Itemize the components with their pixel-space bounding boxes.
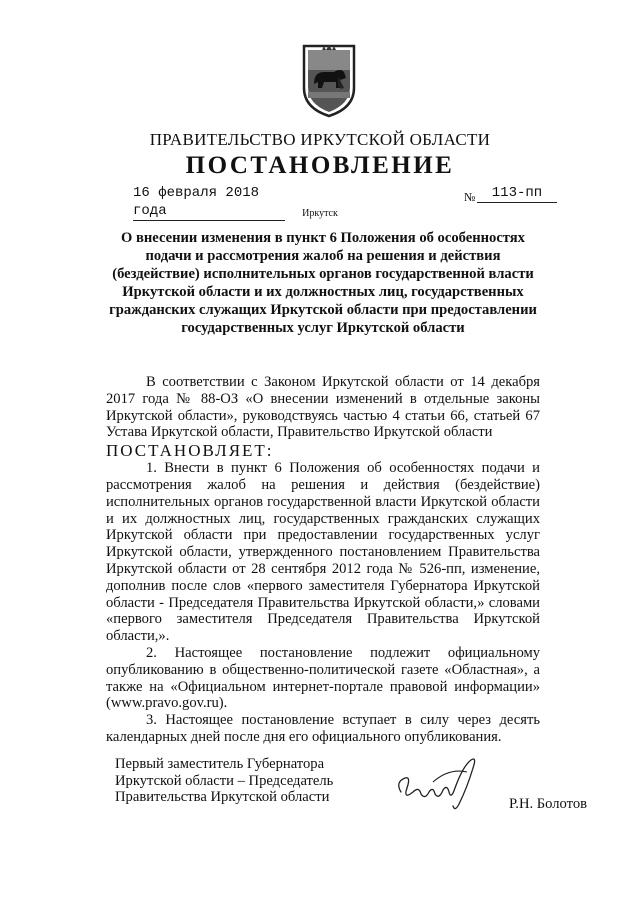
item-1-paragraph: 1. Внести в пункт 6 Положения об особенностях подачи и рассмотрения жалоб на решения и действия (бездействие) исполнительных органов государственной власти Иркутской области и их должностных лиц, государственных гражданских служащих Иркутской области при предоставлении государственных услуг Иркутской области, утвержденного постановлением Правительства Иркутской области от 28 сентября 2012 года № 526-пп, изменение, дополнив после слов «первого заместителя Губернатора Иркутской области - Председателя Правительства Иркутской области,» словами «первого заместителя Председателя Правительства Иркутской области,».: [106, 460, 540, 645]
number-sign: №: [464, 190, 476, 204]
decree-word: ПОСТАНОВЛЯЕТ:: [106, 441, 274, 461]
item-2-paragraph: 2. Настоящее постановление подлежит официальному опубликованию в общественно-политической газете «Областная», а также на «Официальном интернет-портале правовой информации» (www.pravo.gov.ru).: [106, 644, 540, 712]
position-line-3: Правительства Иркутской области: [115, 789, 330, 805]
handwritten-signature: [393, 748, 503, 818]
government-name: ПРАВИТЕЛЬСТВО ИРКУТСКОЙ ОБЛАСТИ: [149, 130, 491, 149]
city-name: Иркутск: [302, 208, 338, 219]
signatory-name: Р.Н. Болотов: [509, 796, 588, 812]
preamble-paragraph: В соответствии с Законом Иркутской области от 14 декабря 2017 года № 88-ОЗ «О внесении изменений в отдельные законы Иркутской области», руководствуясь частью 4 статьи 66, статьей 67 Устава Иркутской области, Правительство Иркутской области: [106, 374, 540, 441]
coat-of-arms-emblem: [300, 42, 358, 118]
item-3-paragraph: 3. Настоящее постановление вступает в силу через десять календарных дней после дня его официального опубликования.: [106, 712, 540, 745]
document-number: 113-пп: [477, 184, 557, 203]
document-body: [106, 374, 540, 746]
position-line-1: Первый заместитель Губернатора: [115, 756, 325, 772]
document-heading: О внесении изменения в пункт 6 Положения об особенностях подачи и рассмотрения жалоб на решения и действия (бездействие) исполнительных органов государственной власти Иркутской области и их должностных лиц, государственных гражданских служащих Иркутской области при предоставлении государственных услуг Иркутской области: [109, 230, 537, 336]
signatory-position: [115, 756, 340, 806]
document-type-title: ПОСТАНОВЛЕНИЕ: [185, 152, 455, 179]
position-line-2: Иркутской области – Председатель: [115, 772, 334, 789]
document-date: 16 февраля 2018 года: [133, 184, 285, 221]
